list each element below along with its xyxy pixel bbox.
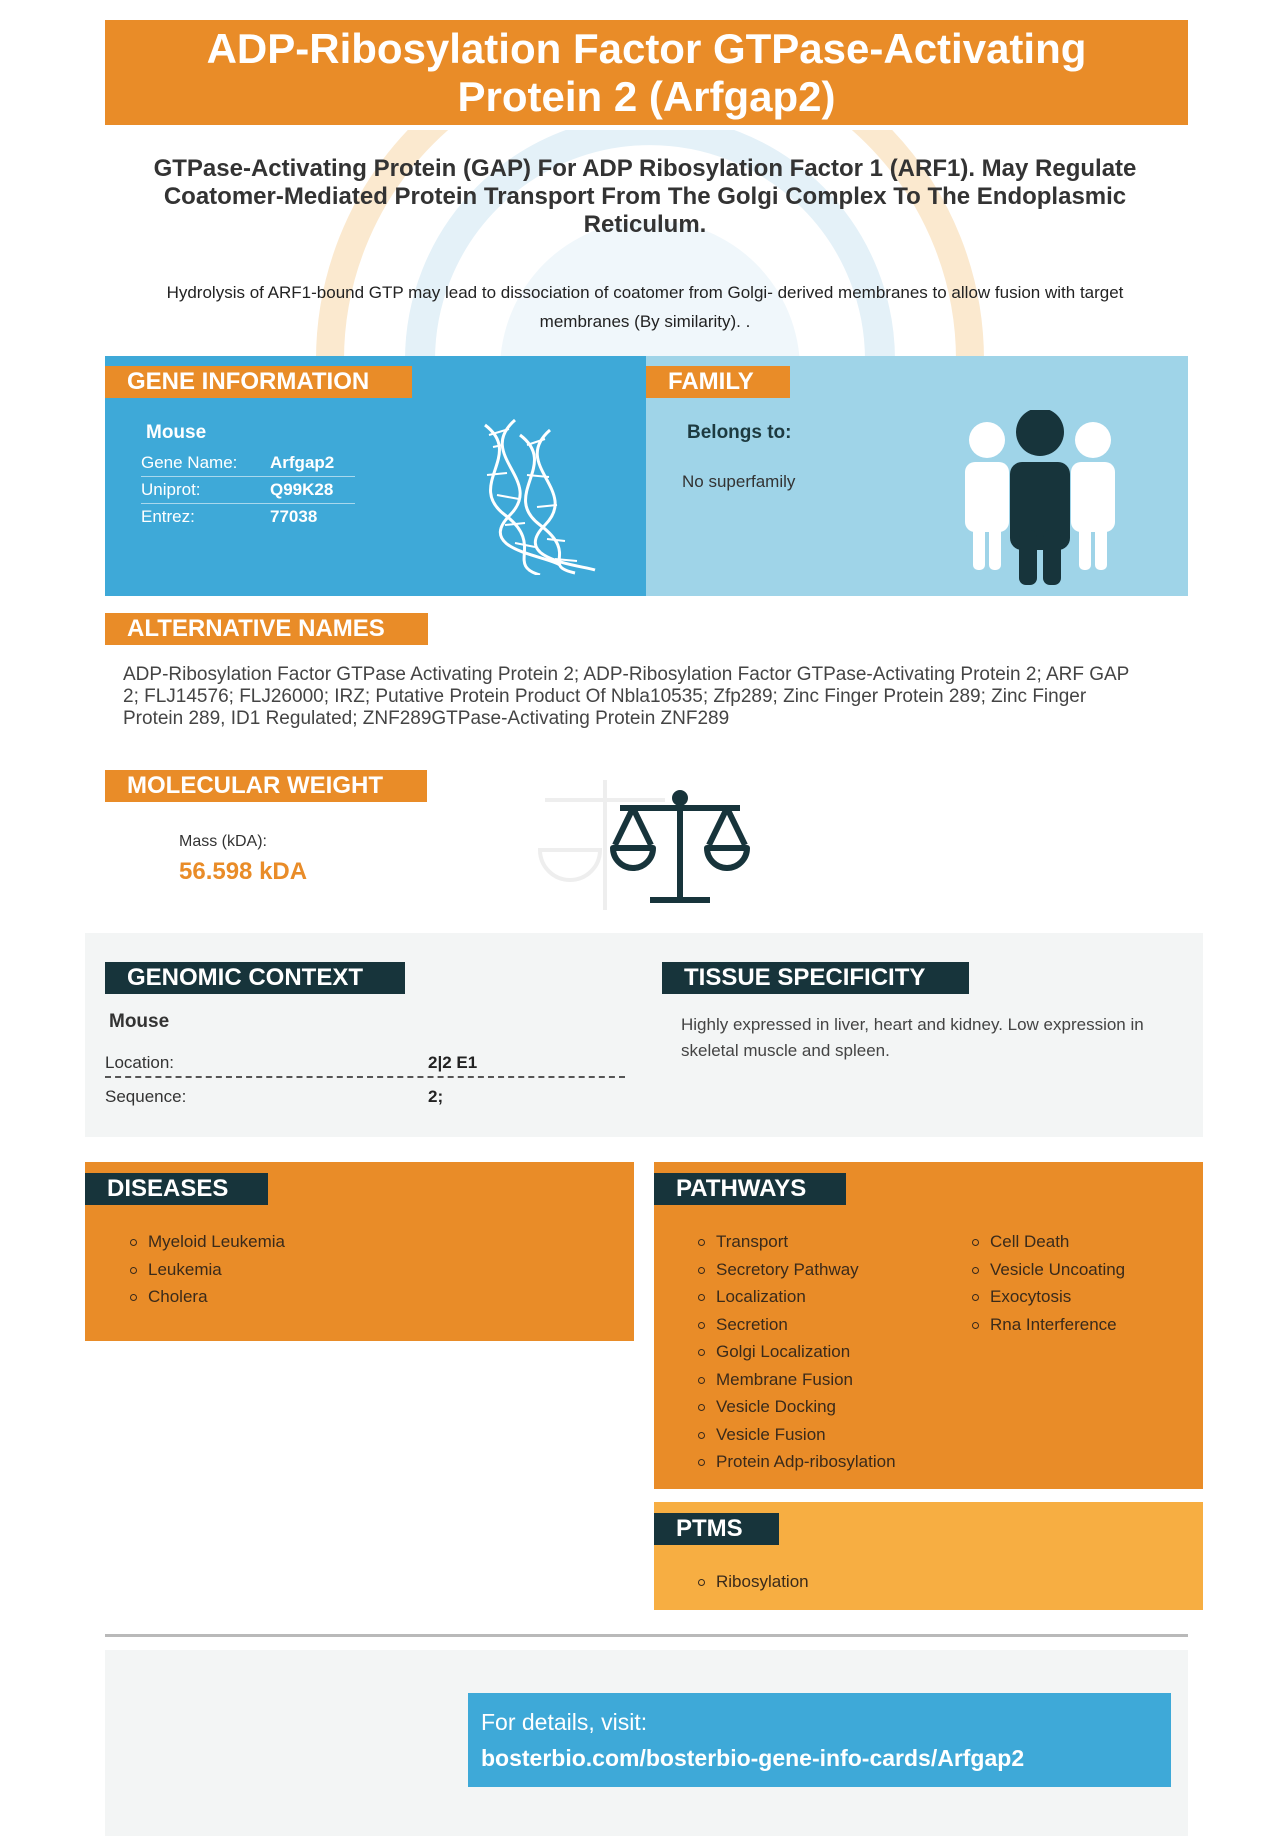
- list-item: Ribosylation: [698, 1568, 809, 1596]
- uniprot-value: Q99K28: [270, 480, 334, 499]
- list-item: Rna Interference: [972, 1311, 1125, 1339]
- family-heading: FAMILY: [646, 366, 790, 398]
- balance-scale-icon: [535, 770, 755, 930]
- list-item: Vesicle Fusion: [698, 1421, 896, 1449]
- entrez-label: Entrez:: [141, 507, 195, 526]
- page-title: ADP-Ribosylation Factor GTPase-Activating Protein 2 (Arfgap2): [206, 24, 1087, 120]
- list-item: Secretory Pathway: [698, 1256, 896, 1284]
- ptms-heading: PTMS: [654, 1513, 779, 1545]
- list-item: Cholera: [130, 1283, 285, 1311]
- diseases-heading: DISEASES: [85, 1173, 268, 1205]
- genomic-context-heading: GENOMIC CONTEXT: [105, 962, 405, 994]
- gene-organism: Mouse: [146, 422, 207, 443]
- footer-divider: [105, 1634, 1188, 1637]
- mass-label: Mass (kDA):: [179, 833, 267, 850]
- list-item: Leukemia: [130, 1256, 285, 1284]
- entrez-value: 77038: [270, 507, 318, 526]
- tissue-specificity-text: Highly expressed in liver, heart and kidney. Low expression in skeletal muscle and spleen.: [681, 1015, 1144, 1060]
- location-row: [105, 1046, 625, 1078]
- details-link-box[interactable]: [468, 1693, 1171, 1787]
- belongs-to-label: Belongs to:: [687, 422, 792, 443]
- gene-name-row: [141, 449, 355, 477]
- list-item: Membrane Fusion: [698, 1366, 896, 1394]
- protein-description: Hydrolysis of ARF1-bound GTP may lead to dissociation of coatomer from Golgi- derived membranes to allow fusion with target membranes (By similarity). .: [166, 283, 1124, 331]
- people-icon: [965, 410, 1115, 585]
- gene-information-heading: GENE INFORMATION: [105, 366, 412, 398]
- location-label: Location:: [105, 1053, 174, 1072]
- disease-list: [130, 1228, 285, 1311]
- sequence-value: 2;: [428, 1087, 444, 1106]
- list-item: Cell Death: [972, 1228, 1125, 1256]
- details-link[interactable]: bosterbio.com/bosterbio-gene-info-cards/Arfgap2: [481, 1745, 1025, 1771]
- ptm-list: [698, 1568, 809, 1596]
- protein-summary: GTPase-Activating Protein (GAP) For ADP Ribosylation Factor 1 (ARF1). May Regulate Coatomer-Mediated Protein Transport From The Golgi Complex To The Endoplasmic Reticulum.: [153, 155, 1137, 238]
- list-item: Myeloid Leukemia: [130, 1228, 285, 1256]
- list-item: Localization: [698, 1283, 896, 1311]
- list-item: Protein Adp-ribosylation: [698, 1448, 896, 1476]
- dna-icon: [465, 415, 610, 575]
- alternative-names-heading: ALTERNATIVE NAMES: [105, 613, 428, 645]
- pathway-list-column-1: [698, 1228, 896, 1476]
- list-item: Exocytosis: [972, 1283, 1125, 1311]
- list-item: Golgi Localization: [698, 1338, 896, 1366]
- title-banner: [105, 20, 1188, 125]
- alternative-names-text: ADP-Ribosylation Factor GTPase Activating Protein 2; ADP-Ribosylation Factor GTPase-Activating Protein 2; ARF GAP 2; FLJ14576; FLJ26000; IRZ; Putative Protein Product Of Nbla10535; Zfp289; Zinc Finger Protein 289; Zinc Finger Protein 289, ID1 Regulated; ZNF289GTPase-Activating Protein ZNF289: [123, 664, 1130, 729]
- mass-value: 56.598 kDA: [179, 858, 308, 885]
- molecular-weight-heading: MOLECULAR WEIGHT: [105, 770, 427, 802]
- genomic-organism: Mouse: [109, 1011, 170, 1032]
- entrez-row: [141, 503, 355, 530]
- list-item: Vesicle Docking: [698, 1393, 896, 1421]
- uniprot-label: Uniprot:: [141, 480, 201, 499]
- tissue-specificity-heading: TISSUE SPECIFICITY: [662, 962, 969, 994]
- details-label: For details, visit:: [481, 1709, 648, 1735]
- location-value: 2|2 E1: [428, 1053, 478, 1072]
- list-item: Secretion: [698, 1311, 896, 1339]
- gene-name-label: Gene Name:: [141, 453, 238, 472]
- pathways-heading: PATHWAYS: [654, 1173, 846, 1205]
- superfamily-value: No superfamily: [682, 472, 796, 491]
- pathway-list-column-2: [972, 1228, 1125, 1338]
- sequence-row: [105, 1080, 625, 1110]
- sequence-label: Sequence:: [105, 1087, 187, 1106]
- list-item: Vesicle Uncoating: [972, 1256, 1125, 1284]
- uniprot-row: [141, 476, 355, 504]
- list-item: Transport: [698, 1228, 896, 1256]
- gene-name-value: Arfgap2: [270, 453, 335, 472]
